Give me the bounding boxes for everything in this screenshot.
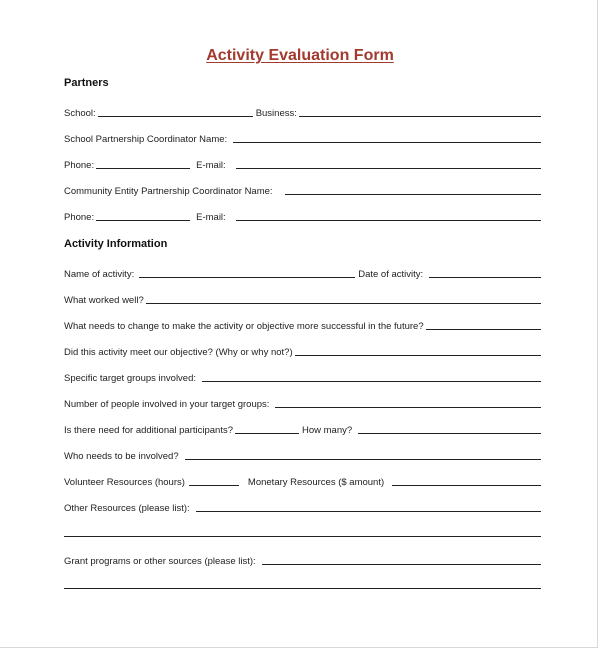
grant-extra-line[interactable] xyxy=(64,588,541,589)
change-label: What needs to change to make the activity or objective more successful in the future? xyxy=(64,321,424,332)
target-groups-label: Specific target groups involved: xyxy=(64,373,197,384)
change-field[interactable] xyxy=(426,329,541,330)
school-label: School: xyxy=(64,108,96,119)
other-resources-field[interactable] xyxy=(196,511,541,512)
how-many-label: How many? xyxy=(302,425,353,436)
phone-field[interactable] xyxy=(96,168,190,169)
worked-well-row xyxy=(64,292,541,306)
other-resources-row xyxy=(64,500,541,514)
objective-label: Did this activity meet our objective? (Why or why not?) xyxy=(64,347,293,358)
phone-label: Phone: xyxy=(64,160,95,171)
how-many-field[interactable] xyxy=(358,433,541,434)
monetary-field[interactable] xyxy=(392,485,541,486)
business-label: Business: xyxy=(255,108,297,119)
who-involved-row xyxy=(64,448,541,462)
phone-label-2: Phone: xyxy=(64,212,95,223)
school-field[interactable] xyxy=(98,116,253,117)
additional-participants-field[interactable] xyxy=(235,433,299,434)
email-label: E-mail: xyxy=(196,160,226,171)
grant-field[interactable] xyxy=(262,564,541,565)
resources-row xyxy=(64,474,541,488)
activity-date-field[interactable] xyxy=(429,277,541,278)
objective-field[interactable] xyxy=(295,355,541,356)
activity-name-label: Name of activity: xyxy=(64,269,135,280)
worked-well-label: What worked well? xyxy=(64,295,144,306)
business-field[interactable] xyxy=(299,116,541,117)
people-count-field[interactable] xyxy=(275,407,541,408)
objective-row xyxy=(64,344,541,358)
who-involved-label: Who needs to be involved? xyxy=(64,451,179,462)
school-coordinator-row xyxy=(64,131,541,145)
school-business-row xyxy=(64,105,541,119)
school-coordinator-label: School Partnership Coordinator Name: xyxy=(64,134,228,145)
email-field-2[interactable] xyxy=(236,220,541,221)
activity-heading: Activity Information xyxy=(64,238,168,250)
activity-name-field[interactable] xyxy=(139,277,355,278)
activity-date-label: Date of activity: xyxy=(358,269,424,280)
other-resources-label: Other Resources (please list): xyxy=(64,503,190,514)
additional-participants-label: Is there need for additional participants? xyxy=(64,425,233,436)
target-groups-field[interactable] xyxy=(202,381,541,382)
target-groups-row xyxy=(64,370,541,384)
phone-email-row xyxy=(64,157,541,171)
partners-heading: Partners xyxy=(64,77,109,89)
who-involved-field[interactable] xyxy=(185,459,541,460)
phone-email-row-2 xyxy=(64,209,541,223)
additional-participants-row xyxy=(64,422,541,436)
name-date-row xyxy=(64,266,541,280)
school-coordinator-field[interactable] xyxy=(233,142,541,143)
worked-well-field[interactable] xyxy=(146,303,541,304)
email-field[interactable] xyxy=(236,168,541,169)
volunteer-field[interactable] xyxy=(189,485,239,486)
community-coordinator-row xyxy=(64,183,541,197)
grant-label: Grant programs or other sources (please list): xyxy=(64,556,256,567)
people-count-row xyxy=(64,396,541,410)
change-row xyxy=(64,318,541,332)
phone-field-2[interactable] xyxy=(96,220,190,221)
community-coordinator-field[interactable] xyxy=(285,194,541,195)
email-label-2: E-mail: xyxy=(196,212,226,223)
community-coordinator-label: Community Entity Partnership Coordinator Name: xyxy=(64,186,273,197)
form-title: Activity Evaluation Form xyxy=(206,47,394,64)
monetary-label: Monetary Resources ($ amount) xyxy=(247,477,385,488)
volunteer-label: Volunteer Resources (hours) xyxy=(64,477,185,488)
people-count-label: Number of people involved in your target groups: xyxy=(64,399,270,410)
grant-row xyxy=(64,553,541,567)
other-resources-extra-line[interactable] xyxy=(64,536,541,537)
